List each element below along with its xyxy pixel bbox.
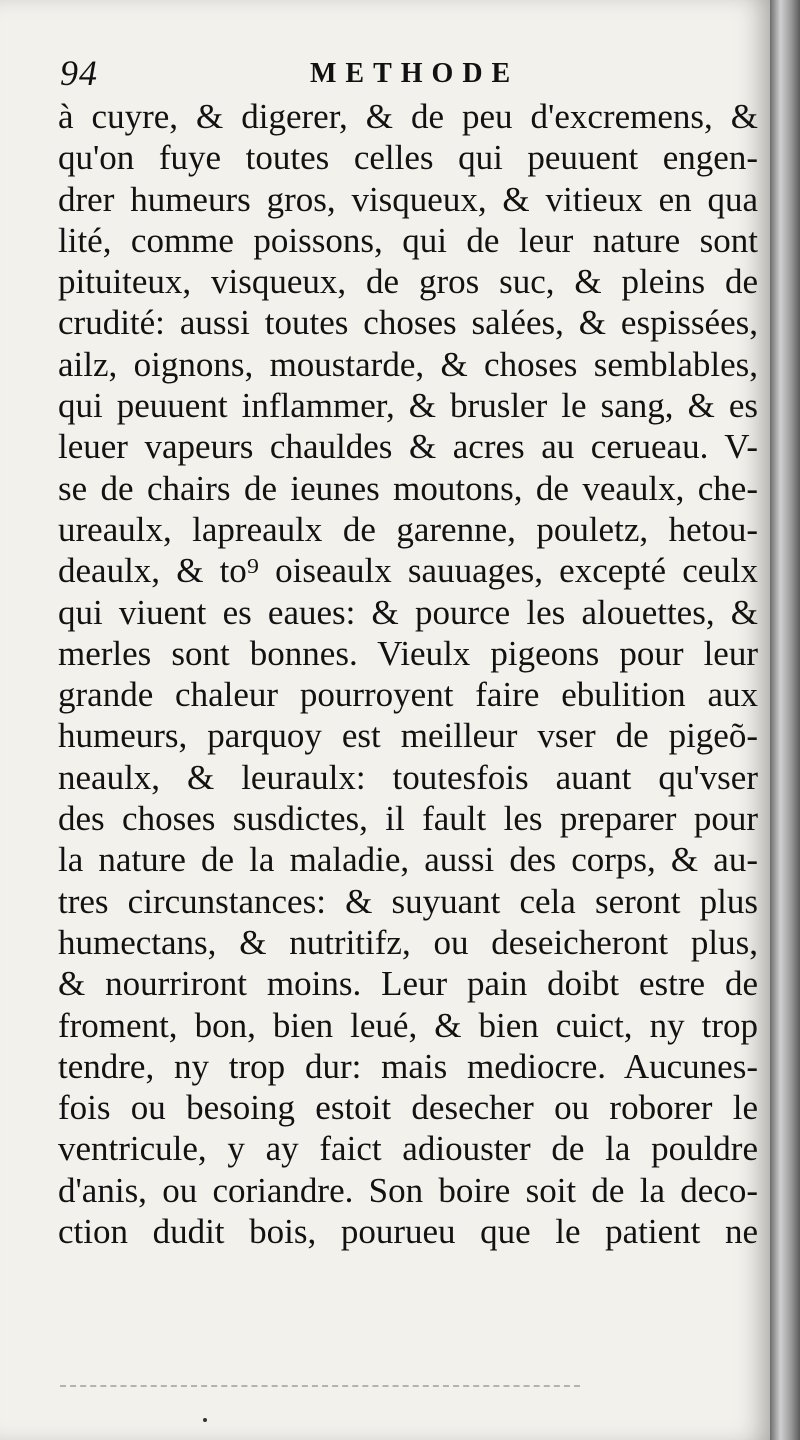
page-number: 94 bbox=[60, 53, 98, 93]
running-head: METHODE bbox=[310, 58, 520, 89]
text-line: humeurs, parquoy est meilleur vser de pigeõ- bbox=[58, 716, 758, 756]
text-line: deaulx, & to⁹ oiseaulx sauuages, excepté ceulx bbox=[58, 551, 758, 591]
text-line: fois ou besoing estoit desecher ou roborer le bbox=[58, 1088, 758, 1128]
text-line: drer humeurs gros, visqueux, & vitieux en qua bbox=[58, 179, 758, 219]
text-line: des choses susdictes, il fault les preparer pour bbox=[58, 799, 758, 839]
text-line: pituiteux, visqueux, de gros suc, & pleins de bbox=[58, 262, 758, 302]
text-line: ailz, oignons, moustarde, & choses semblables, bbox=[58, 344, 758, 384]
text-line: merles sont bonnes. Vieulx pigeons pour leur bbox=[58, 633, 758, 673]
text-line: humectans, & nutritifz, ou deseicheront plus, bbox=[58, 922, 758, 962]
text-line: ction dudit bois, pourueu que le patient ne bbox=[58, 1212, 758, 1252]
text-line: lité, comme poissons, qui de leur nature sont bbox=[58, 220, 758, 260]
ink-speck bbox=[203, 1418, 207, 1422]
text-line: qu'on fuye toutes celles qui peuuent engen- bbox=[58, 138, 758, 178]
text-line: leuer vapeurs chauldes & acres au cerueau. V- bbox=[58, 427, 758, 467]
text-line: qui peuuent inflammer, & brusler le sang, & es bbox=[58, 386, 758, 426]
text-line: se de chairs de ieunes moutons, de veaulx, che- bbox=[58, 468, 758, 508]
text-line: & nourriront moins. Leur pain doibt estre de bbox=[58, 964, 758, 1004]
text-line: grande chaleur pourroyent faire ebulition aux bbox=[58, 675, 758, 715]
book-edge bbox=[770, 0, 800, 1440]
text-line: froment, bon, bien leué, & bien cuict, ny trop bbox=[58, 1005, 758, 1045]
text-line: ventricule, y ay faict adiouster de la pouldre bbox=[58, 1129, 758, 1169]
text-line: d'anis, ou coriandre. Son boire soit de la deco- bbox=[58, 1170, 758, 1210]
bleed-through-line bbox=[60, 1385, 580, 1387]
text-line: crudité: aussi toutes choses salées, & espissées, bbox=[58, 303, 758, 343]
text-line: qui viuent es eaues: & pource les alouettes, & bbox=[58, 592, 758, 632]
text-line: à cuyre, & digerer, & de peu d'excremens, & bbox=[58, 97, 758, 136]
text-line: la nature de la maladie, aussi des corps, & au- bbox=[58, 840, 758, 880]
page-header bbox=[60, 52, 750, 100]
text-line: neaulx, & leuraulx: toutesfois auant qu'vser bbox=[58, 757, 758, 797]
text-line: tendre, ny trop dur: mais mediocre. Aucunes- bbox=[58, 1046, 758, 1086]
text-line: tres circunstances: & suyuant cela seront plus bbox=[58, 881, 758, 921]
body-text bbox=[58, 96, 758, 1252]
text-line: ureaulx, lapreaulx de garenne, pouletz, hetou- bbox=[58, 509, 758, 549]
